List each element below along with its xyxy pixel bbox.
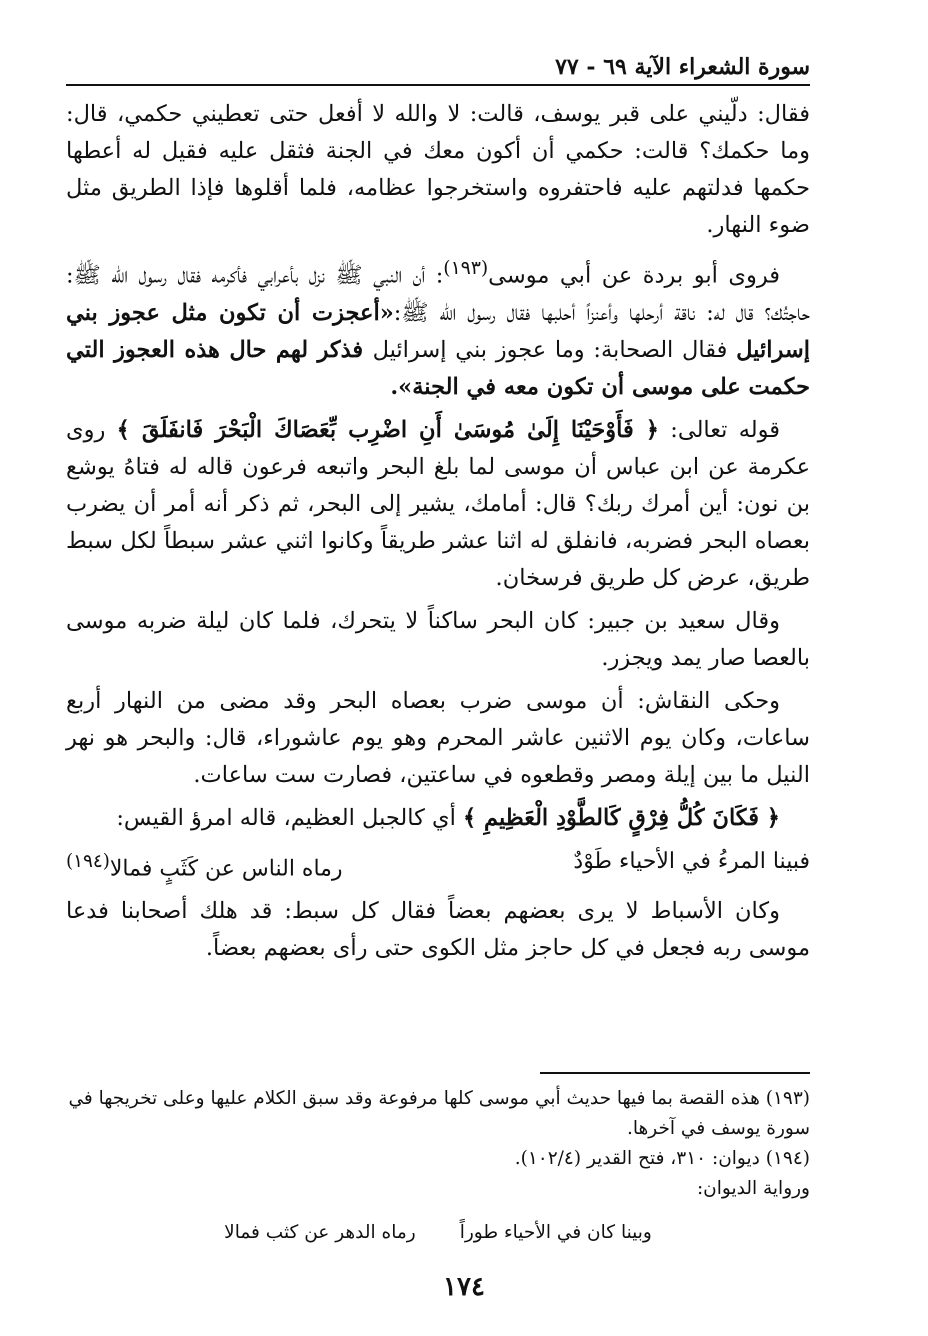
- paragraph-3-text-b: روى عكرمة عن ابن عباس أن موسى لما بلغ البحر واتبعه فرعون قاله له فتاهُ يوشع بن نون: أين أمرك ربك؟ قال: أمامك، يشير إلى البحر، ثم ذكر أنه أمر أن يضرب بعصاه البحر فضربه، فانفلق له اثنا عشر طريقاً وكانوا اثني عشر سبطاً لكل سبط طريق، عرض كل طريق فرسخان.: [66, 416, 810, 591]
- verse-second-hemistich: [66, 843, 343, 887]
- poetry-verse: [66, 843, 810, 887]
- verse-first-hemistich: فبينا المرءُ في الأحياء طَوْدٌ: [573, 848, 810, 874]
- paragraph-2-text-a: فروى أبو بردة عن أبي موسى: [488, 262, 780, 289]
- page-number: ١٧٤: [443, 1272, 485, 1302]
- paragraph-3-text-a: قوله تعالى:: [658, 416, 781, 443]
- paragraph-3: [66, 412, 810, 597]
- paragraph-2-text-b: : أن النبي ﷺ نزل بأعرابي فأكرمه فقال رسول الله ﷺ: حاجتُك؟ قال له: ناقة أرحلها وأعنزاً أحلبها فقال رسول الله ﷺ:: [66, 262, 810, 326]
- footnote-verse-first: وبينا كان في الأحياء طوراً: [459, 1222, 652, 1243]
- main-text: [66, 96, 810, 973]
- paragraph-7: وكان الأسباط لا يرى بعضهم بعضاً فقال كل سبط: قد هلك أصحابنا فدعا موسى ربه فجعل في كل حاجز مثل الكوى حتى رأى بعضهم بعضاً.: [66, 897, 810, 961]
- paragraph-2-text-c: فقال الصحابة: وما عجوز بني إسرائيل: [372, 336, 737, 363]
- footnote-verse: [66, 1218, 810, 1248]
- footnote-193: (١٩٣) هذه القصة بما فيها حديث أبي موسى كلها مرفوعة وقد سبق الكلام عليها وعلى تخريجها في سورة يوسف في آخرها.: [68, 1088, 810, 1139]
- paragraph-4: وقال سعيد بن جبير: كان البحر ساكناً لا يتحرك، فلما كان ليلة ضربه موسى بالعصا صار يمد ويجزر.: [66, 607, 810, 671]
- footnote-riwaya: ورواية الديوان:: [696, 1178, 810, 1199]
- quran-verse-63: ﴿ فَأَوْحَيْنَا إِلَىٰ مُوسَىٰ أَنِ اضْرِب بِّعَصَاكَ الْبَحْرَ فَانفَلَقَ ﴾: [116, 416, 659, 443]
- running-head: سورة الشعراء الآية ٦٩ - ٧٧: [555, 54, 810, 80]
- footnote-rule: [540, 1072, 810, 1074]
- paragraph-6: [66, 800, 810, 837]
- footnote-ref-194: (١٩٤): [66, 850, 110, 872]
- footnote-verse-second: رماه الدهر عن كثب فمالا: [224, 1222, 416, 1243]
- paragraph-6-text: أي كالجبل العظيم، قاله امرؤ القيس:: [116, 804, 463, 831]
- footnotes: [66, 1084, 810, 1248]
- footnote-ref-193: (١٩٣): [443, 258, 489, 279]
- paragraph-2: [66, 250, 810, 406]
- footnote-194: (١٩٤) ديوان: ٣١٠، فتح القدير (١٠٢/٤).: [514, 1148, 810, 1169]
- hadith-quote-2: فذكر لهم حال هذه العجوز التي حكمت على موسى أن تكون معه في الجنة».: [66, 336, 810, 400]
- paragraph-1: فقال: دلّيني على قبر يوسف، قالت: لا والله لا أفعل حتى تعطيني حكمي، قال: وما حكمك؟ قالت: حكمي أن أكون معك في الجنة فثقل عليه فقيل له أعطها حكمها فدلتهم عليه فاحتفروه واستخرجوا عظامه، فلما أقلوها فإذا الطريق مثل ضوء النهار.: [66, 101, 810, 238]
- quran-verse-63b: ﴿ فَكَانَ كُلُّ فِرْقٍ كَالطَّوْدِ الْعَظِيمِ ﴾: [462, 804, 780, 831]
- header-rule: [66, 84, 810, 86]
- paragraph-5: وحكى النقاش: أن موسى ضرب بعصاه البحر وقد مضى من النهار أربع ساعات، وكان يوم الاثنين عاشر المحرم وهو يوم عاشوراء، قال: والبحر هو نهر النيل ما بين إيلة ومصر وقطعوه في ساعتين، فصارت ست ساعات.: [66, 687, 810, 788]
- hadith-quote-1: «أعجزت أن تكون مثل عجوز بني إسرائيل: [66, 299, 810, 363]
- verse-second-text: رماه الناس عن كَثَبٍ فمالا: [109, 855, 343, 881]
